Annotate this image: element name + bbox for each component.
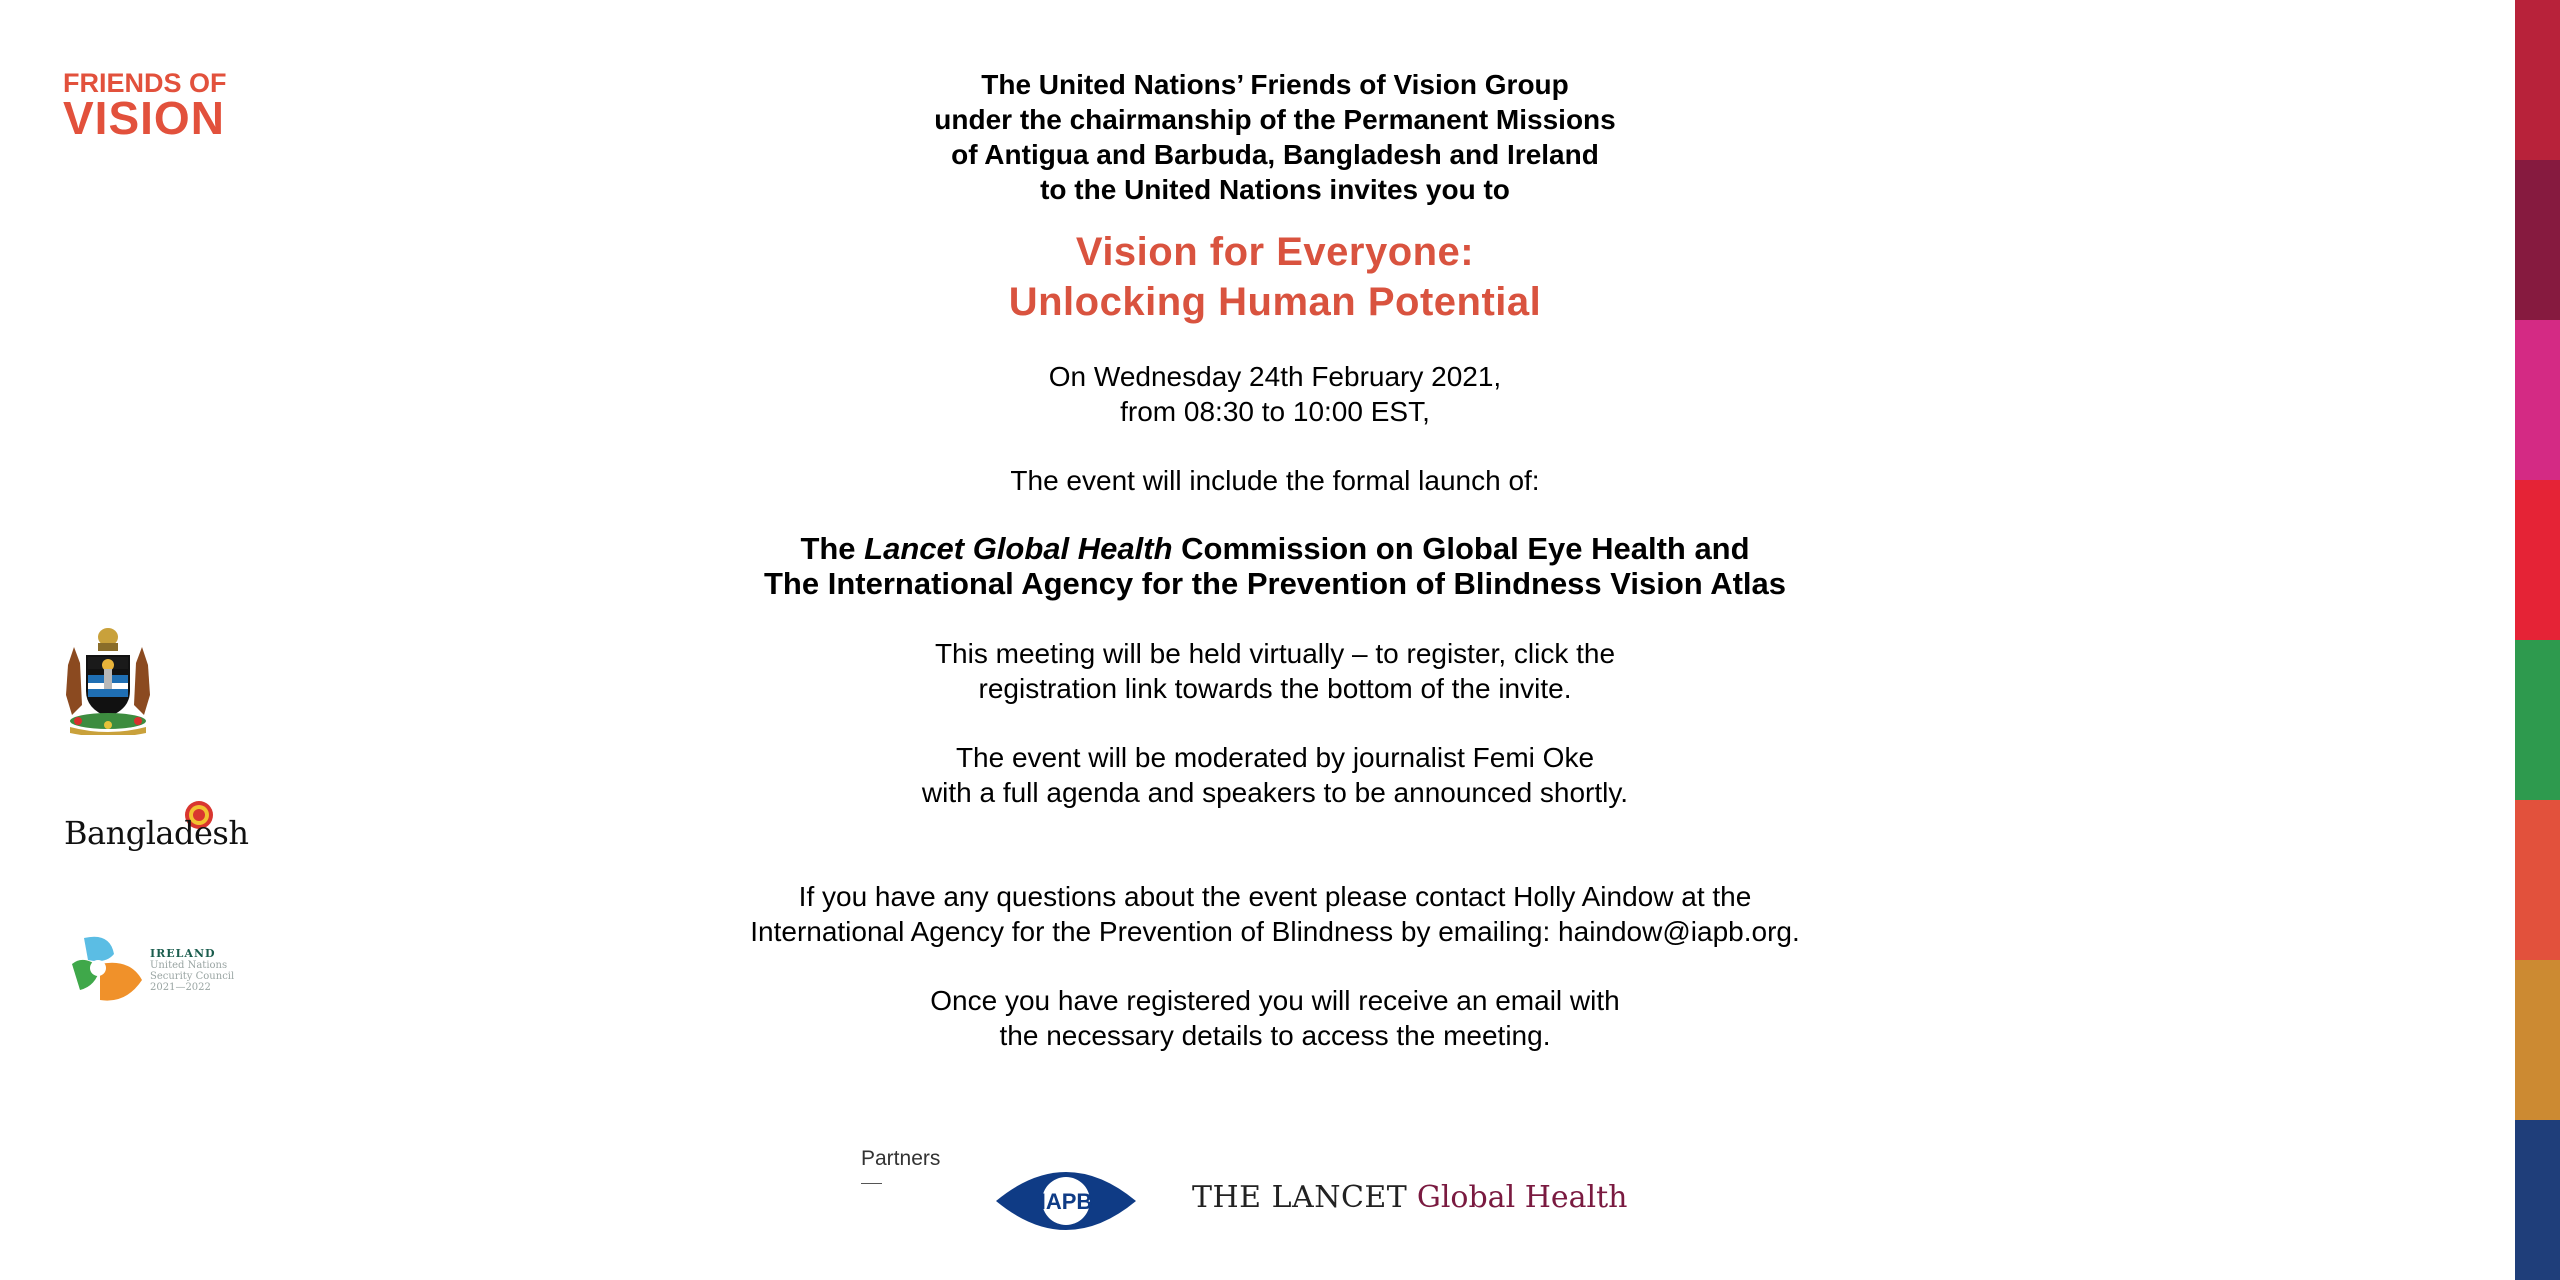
event-title-line: Unlocking Human Potential: [1008, 280, 1542, 324]
moderator-note: [700, 740, 1850, 810]
ireland-logo-sub-line: Security Council: [150, 971, 235, 982]
color-stripe-segment: [2515, 320, 2560, 480]
moderator-line: The event will be moderated by journalist Femi Oke: [955, 742, 1595, 773]
commission-line-2: The International Agency for the Prevention of Blindness Vision Atlas: [763, 566, 1787, 601]
color-stripe-segment: [2515, 1120, 2560, 1280]
color-stripe-segment: [2515, 480, 2560, 640]
registration-line: the necessary details to access the meeting.: [999, 1020, 1551, 1051]
partners-divider: [861, 1183, 882, 1184]
launch-intro: [700, 463, 1850, 498]
iapb-logo: [994, 1163, 1138, 1239]
commission-prefix: The: [800, 531, 865, 566]
intro-text: [700, 67, 1850, 207]
contact-line: If you have any questions about the event please contact Holly Aindow at the: [798, 881, 1752, 912]
registration-note: [700, 983, 1850, 1053]
color-stripe-segment: [2515, 960, 2560, 1120]
iapb-eye-icon: [994, 1163, 1138, 1239]
commission-line-1: [700, 531, 1850, 566]
event-date-line: On Wednesday 24th February 2021,: [1048, 361, 1502, 392]
ireland-logo-word: IRELAND: [150, 947, 216, 960]
registration-line: Once you have registered you will receive an email with: [930, 985, 1620, 1016]
intro-line: of Antigua and Barbuda, Bangladesh and Ireland: [951, 139, 1599, 170]
event-date: [700, 359, 1850, 429]
bangladesh-logo-text: Bangladesh: [64, 814, 249, 852]
friends-of-vision-logo-line1: FRIENDS OF: [63, 68, 227, 98]
color-stripe-segment: [2515, 0, 2560, 160]
ireland-logo-sub-line: United Nations: [150, 960, 228, 971]
contact-note: [700, 879, 1850, 949]
lancet-logo-sub: Global Health: [1416, 1180, 1628, 1215]
partners-label: Partners: [861, 1147, 941, 1170]
ireland-logo-sub-line: 2021—2022: [150, 982, 211, 993]
virtual-meeting-note: [700, 636, 1850, 706]
friends-of-vision-logo-line2: VISION: [63, 92, 225, 144]
antigua-coat-of-arms-icon: [60, 625, 156, 735]
lancet-logo-text: THE LANCET: [1192, 1180, 1408, 1215]
iapb-logo-text: IAPB: [1039, 1189, 1093, 1214]
commission-suffix: Commission on Global Eye Health and: [1172, 531, 1750, 566]
ireland-un-security-council-logo: [70, 934, 250, 1006]
launch-intro-line: The event will include the formal launch of:: [1010, 465, 1540, 496]
virtual-line: This meeting will be held virtually – to register, click the: [934, 638, 1616, 669]
color-stripe-segment: [2515, 640, 2560, 800]
intro-line: The United Nations’ Friends of Vision Group: [981, 69, 1569, 100]
friends-of-vision-logo: [63, 68, 233, 144]
commission-title: [700, 531, 1850, 601]
ireland-dove-icon: [70, 934, 146, 1006]
color-stripe-segment: [2515, 160, 2560, 320]
intro-line: under the chairmanship of the Permanent Missions: [934, 104, 1616, 135]
color-stripe: [2515, 0, 2560, 1280]
intro-line: to the United Nations invites you to: [1040, 174, 1510, 205]
event-title-line: Vision for Everyone:: [1075, 230, 1475, 274]
lancet-global-health-logo: [1192, 1180, 1627, 1215]
contact-line: International Agency for the Prevention of Blindness by emailing: haindow@iapb.org.: [750, 916, 1800, 947]
moderator-line: with a full agenda and speakers to be announced shortly.: [921, 777, 1629, 808]
ireland-logo-sub: [150, 960, 234, 993]
virtual-line: registration link towards the bottom of the invite.: [978, 673, 1572, 704]
commission-journal: Lancet Global Health: [864, 531, 1173, 566]
bangladesh-logo: [64, 800, 249, 856]
event-date-line: from 08:30 to 10:00 EST,: [1120, 396, 1430, 427]
event-title: [700, 227, 1850, 327]
color-stripe-segment: [2515, 800, 2560, 960]
